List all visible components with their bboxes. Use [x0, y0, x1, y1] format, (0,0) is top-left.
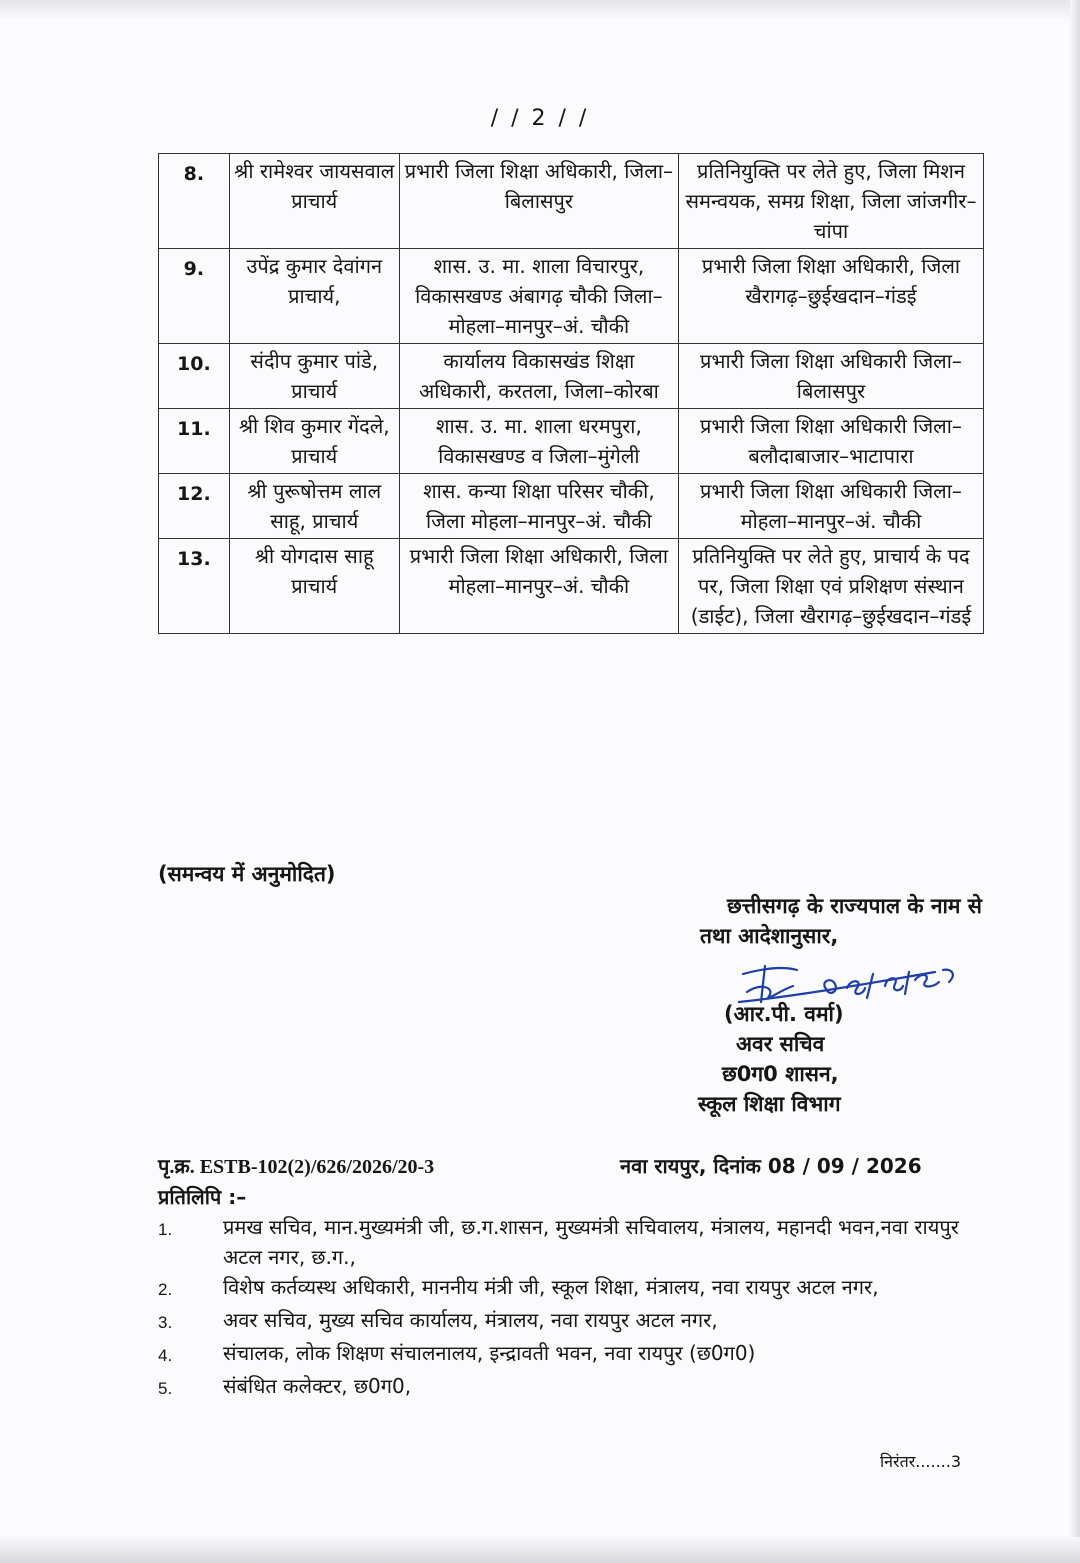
table-row [159, 154, 984, 249]
continued-note: निरंतर.......3 [880, 1452, 962, 1471]
current-posting: शास. उ. मा. शाला धरमपुरा, विकासखण्ड व जिला–मुंगेली [399, 409, 678, 474]
table-row [159, 539, 984, 634]
serial-number: 8. [159, 154, 230, 249]
list-item [158, 1338, 988, 1371]
list-item-text: संबंधित कलेक्टर, छ0ग0, [223, 1374, 412, 1398]
approval-note: (समन्वय में अनुमोदित) [158, 862, 336, 886]
officer-name: श्री योगदास साहू प्राचार्य [229, 539, 399, 634]
current-posting: शास. कन्या शिक्षा परिसर चौकी, जिला मोहला–मानपुर–अं. चौकी [399, 474, 678, 539]
copy-list [158, 1212, 988, 1404]
table-row [159, 409, 984, 474]
list-item-number: 3. [158, 1313, 173, 1332]
officer-name: संदीप कुमार पांडे, प्राचार्य [229, 344, 399, 409]
list-item-text: अवर सचिव, मुख्य सचिव कार्यालय, मंत्रालय, नवा रायपुर अटल नगर, [223, 1308, 718, 1332]
list-item-number: 2. [158, 1280, 173, 1299]
new-posting: प्रभारी जिला शिक्षा अधिकारी जिला–बलौदाबाजार–भाटापारा [678, 409, 983, 474]
new-posting: प्रतिनियुक्ति पर लेते हुए, जिला मिशन समन्वयक, समग्र शिक्षा, जिला जांजगीर–चांपा [678, 154, 983, 249]
signatory-designation: अवर सचिव [736, 1032, 825, 1056]
copy-heading: प्रतिलिपि :– [158, 1185, 247, 1209]
new-posting: प्रभारी जिला शिक्षा अधिकारी जिला–मोहला–मानपुर–अं. चौकी [678, 474, 983, 539]
current-posting: प्रभारी जिला शिक्षा अधिकारी, जिला–बिलासपुर [399, 154, 678, 249]
list-item-number: 4. [158, 1346, 173, 1365]
list-item [158, 1371, 988, 1404]
officer-name: उपेंद्र कुमार देवांगन प्राचार्य, [229, 249, 399, 344]
serial-number: 12. [159, 474, 230, 539]
new-posting: प्रभारी जिला शिक्षा अधिकारी, जिला खैरागढ़–छुईखदान–गंडई [678, 249, 983, 344]
current-posting: शास. उ. मा. शाला विचारपुर, विकासखण्ड अंबागढ़ चौकी जिला–मोहला–मानपुर–अं. चौकी [399, 249, 678, 344]
serial-number: 13. [159, 539, 230, 634]
list-item-text: संचालक, लोक शिक्षण संचालनालय, इन्द्रावती भवन, नवा रायपुर (छ0ग0) [223, 1341, 756, 1365]
list-item [158, 1212, 988, 1272]
signatory-order-line: तथा आदेशानुसार, [700, 924, 839, 948]
table-row [159, 474, 984, 539]
page-edge-bottom [0, 1537, 1080, 1563]
list-item [158, 1272, 988, 1305]
place-and-date: नवा रायपुर, दिनांक 08 / 09 / 2026 [620, 1154, 922, 1178]
list-item-text: विशेष कर्तव्यस्थ अधिकारी, माननीय मंत्री जी, स्कूल शिक्षा, मंत्रालय, नवा रायपुर अटल नगर, [223, 1275, 879, 1299]
signatory-authority-line: छत्तीसगढ़ के राज्यपाल के नाम से [727, 894, 982, 918]
signatory-department: स्कूल शिक्षा विभाग [698, 1092, 841, 1116]
page-edge-right [1070, 0, 1080, 1563]
signatory-government: छ0ग0 शासन, [722, 1062, 839, 1086]
officer-name: श्री रामेश्वर जायसवाल प्राचार्य [229, 154, 399, 249]
signatory-name: (आर.पी. वर्मा) [724, 1002, 844, 1026]
reference-number: पृ.क्र. ESTB-102(2)/626/2026/20-3 [158, 1156, 435, 1178]
current-posting: प्रभारी जिला शिक्षा अधिकारी, जिला मोहला–मानपुर–अं. चौकी [399, 539, 678, 634]
list-item-number: 5. [158, 1379, 173, 1398]
list-item-number: 1. [158, 1220, 173, 1239]
list-item-text: प्रमख सचिव, मान.मुख्यमंत्री जी, छ.ग.शासन, मुख्यमंत्री सचिवालय, मंत्रालय, महानदी भवन,नवा रायपुर अटल नगर, छ.ग., [223, 1215, 959, 1269]
page-edge-top [0, 0, 1080, 18]
table-row [159, 249, 984, 344]
serial-number: 11. [159, 409, 230, 474]
serial-number: 10. [159, 344, 230, 409]
table-row [159, 344, 984, 409]
list-item [158, 1305, 988, 1338]
current-posting: कार्यालय विकासखंड शिक्षा अधिकारी, करतला, जिला–कोरबा [399, 344, 678, 409]
transfer-table [158, 153, 984, 634]
page-number: / / 2 / / [490, 106, 590, 131]
serial-number: 9. [159, 249, 230, 344]
new-posting: प्रभारी जिला शिक्षा अधिकारी जिला–बिलासपुर [678, 344, 983, 409]
officer-name: श्री पुरूषोत्तम लाल साहू, प्राचार्य [229, 474, 399, 539]
officer-name: श्री शिव कुमार गेंदले, प्राचार्य [229, 409, 399, 474]
new-posting: प्रतिनियुक्ति पर लेते हुए, प्राचार्य के पद पर, जिला शिक्षा एवं प्रशिक्षण संस्थान (डाईट), जिला खैरागढ़–छुईखदान–गंडई [678, 539, 983, 634]
